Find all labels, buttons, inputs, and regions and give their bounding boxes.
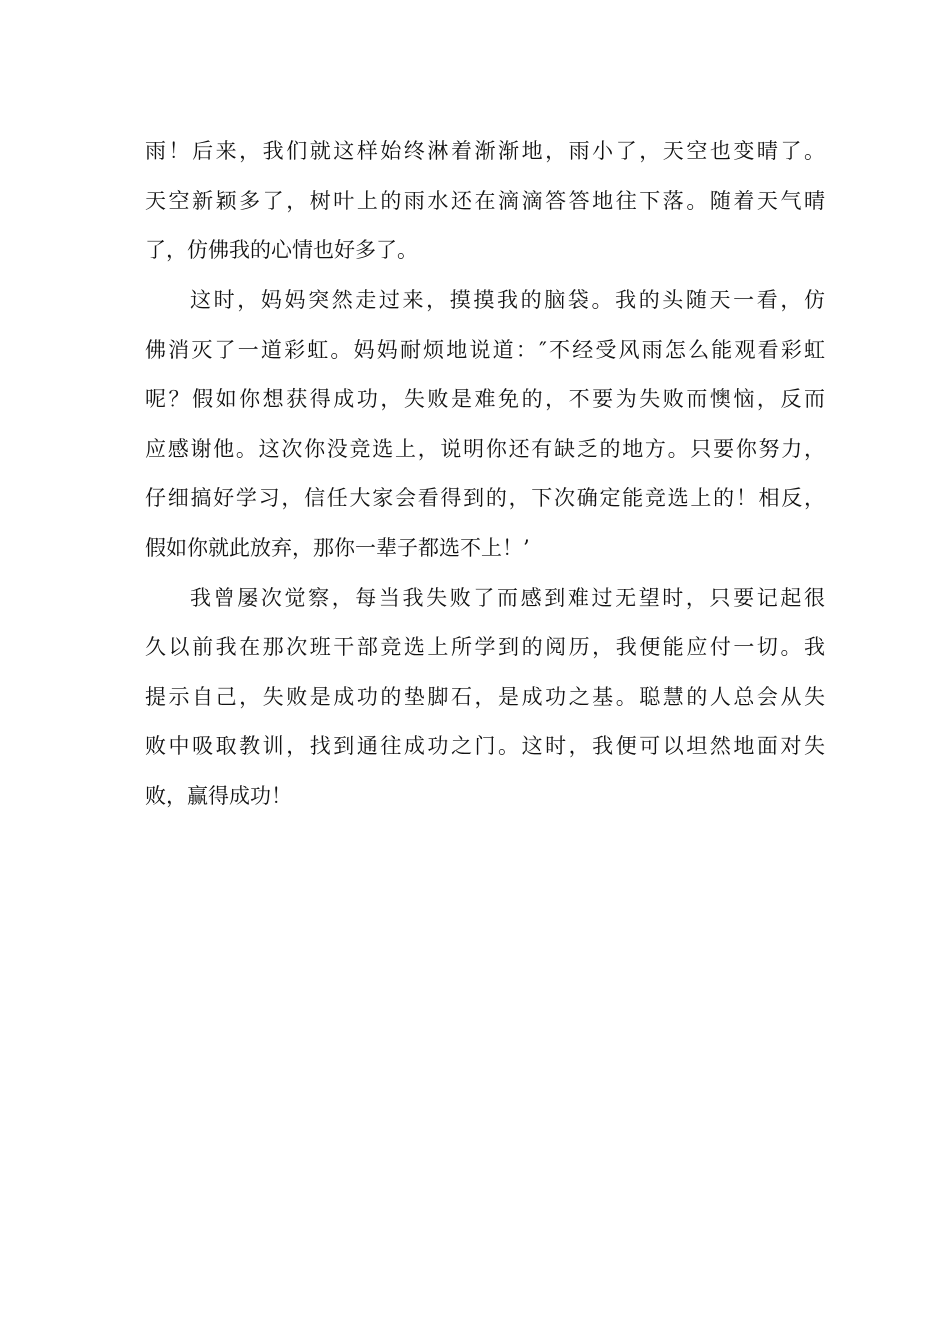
paragraph-1-line-2: 天空新颖多了，树叶上的雨水还在滴滴答答地往下落。随着天气晴 (145, 189, 825, 213)
paragraph-2-line-2: 佛消灭了一道彩虹。妈妈耐烦地说道：″不经受风雨怎么能观看彩虹 (145, 338, 825, 362)
paragraph-2-line-1: 这时，妈妈突然走过来，摸摸我的脑袋。我的头随天一看，仿 (190, 288, 825, 312)
paragraph-1-line-1: 雨！后来，我们就这样始终淋着渐渐地，雨小了，天空也变晴了。 (145, 139, 825, 163)
paragraph-3-line-5: 败，赢得成功！ (145, 784, 292, 808)
paragraph-2-line-6: 假如你就此放弃，那你一辈子都选不上！’ (145, 536, 530, 560)
paragraph-2-line-5: 仔细搞好学习，信任大家会看得到的，下次确定能竞选上的！相反， (145, 486, 825, 510)
paragraph-3-line-1: 我曾屡次觉察，每当我失败了而感到难过无望时，只要记起很 (190, 586, 825, 610)
paragraph-3-line-2: 久以前我在那次班干部竞选上所学到的阅历，我便能应付一切。我 (145, 635, 825, 659)
paragraph-2-line-3: 呢？假如你想获得成功，失败是难免的，不要为失败而懊恼，反而 (145, 387, 825, 411)
paragraph-2-line-4: 应感谢他。这次你没竞选上，说明你还有缺乏的地方。只要你努力， (145, 437, 825, 461)
paragraph-3-line-3: 提示自己，失败是成功的垫脚石，是成功之基。聪慧的人总会从失 (145, 685, 825, 709)
paragraph-1-line-3: 了，仿佛我的心情也好多了。 (145, 238, 418, 262)
paragraph-3-line-4: 败中吸取教训，找到通往成功之门。这时，我便可以坦然地面对失 (145, 734, 825, 758)
